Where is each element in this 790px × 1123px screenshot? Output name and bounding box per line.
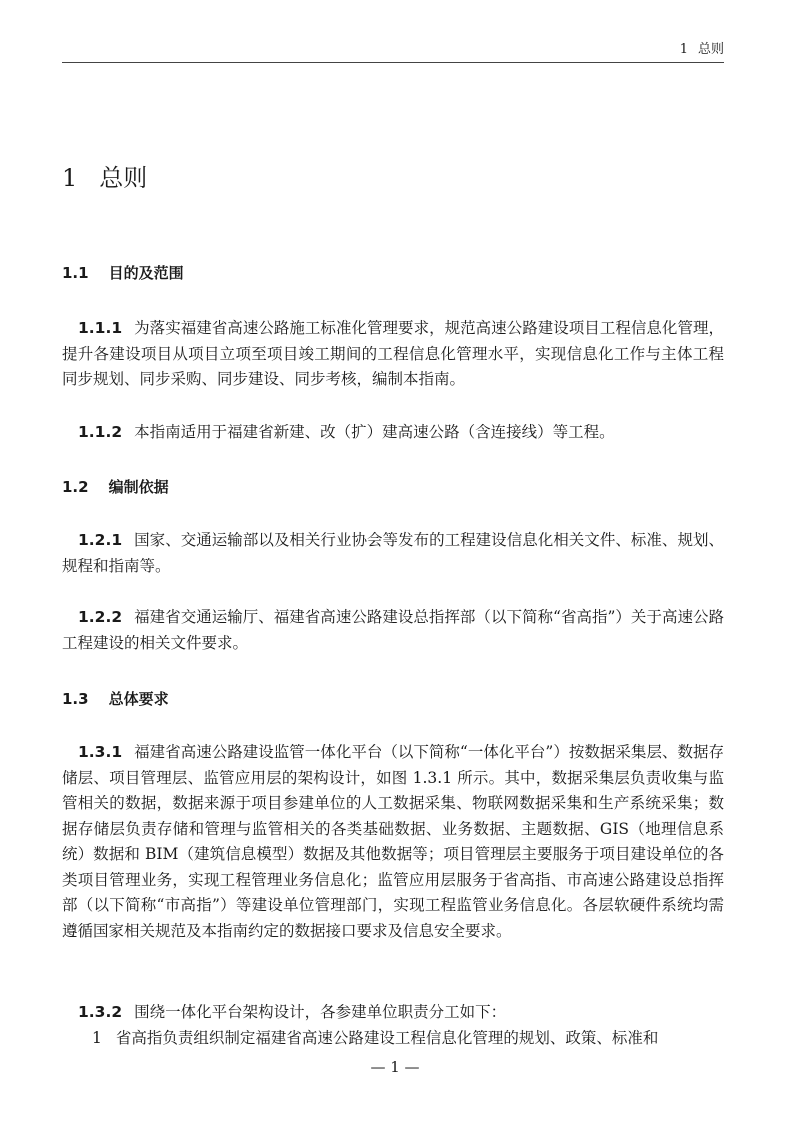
clause-text: 为落实福建省高速公路施工标准化管理要求，规范高速公路建设项目工程信息化管理，提升各建设项目从项目立项至项目竣工期间的工程信息化管理水平，实现信息化工作与主体工程同步规划、同步采购、同步建设、同步考核，编制本指南。 bbox=[62, 319, 724, 388]
clause-text: 国家、交通运输部以及相关行业协会等发布的工程建设信息化相关文件、标准、规划、规程和指南等。 bbox=[62, 531, 724, 575]
clause-text: 福建省高速公路建设监管一体化平台（以下简称“一体化平台”）按数据采集层、数据存储层、项目管理层、监管应用层的架构设计，如图 1.3.1 所示。其中，数据采集层负责收集与监管相关的数据，数据来源于项目参建单位的人工数据采集、物联网数据采集和生产系统采集；数据存储层负责存储和管理与监管相关的各类基础数据、业务数据、主题数据、GIS（地理信息系统）数据和 BIM（建筑信息模型）数据及其他数据等；项目管理层主要服务于项目建设单位的各类项目管理业务，实现工程管理业务信息化；监管应用层服务于省高指、市高速公路建设总指挥部（以下简称“市高指”）等建设单位管理部门，实现工程监管业务信息化。各层软硬件系统均需遵循国家相关规范及本指南约定的数据接口要求及信息安全要求。 bbox=[62, 743, 724, 940]
section-number: 1.3 bbox=[62, 690, 89, 708]
clause-number: 1.3.2 bbox=[78, 1003, 123, 1021]
page-number: — 1 — bbox=[370, 1058, 420, 1076]
running-head bbox=[62, 38, 724, 57]
header-rule bbox=[62, 62, 724, 63]
section-title: 编制依据 bbox=[108, 478, 169, 496]
list-item-text: 省高指负责组织制定福建省高速公路建设工程信息化管理的规划、政策、标准和 bbox=[115, 1029, 659, 1047]
section-heading-1-3 bbox=[62, 688, 169, 709]
clause-number: 1.1.2 bbox=[78, 423, 123, 441]
running-head-title: 总则 bbox=[697, 42, 724, 57]
section-heading-1-2 bbox=[62, 476, 169, 497]
section-title: 目的及范围 bbox=[108, 264, 184, 282]
clause-number: 1.2.1 bbox=[78, 531, 123, 549]
section-heading-1-1 bbox=[62, 262, 184, 283]
clause-1-3-1 bbox=[62, 740, 724, 944]
clause-1-1-1 bbox=[62, 316, 724, 393]
clause-1-2-2 bbox=[62, 605, 724, 656]
clause-1-3-2 bbox=[62, 1000, 724, 1026]
chapter-number: 1 bbox=[62, 164, 78, 192]
section-number: 1.1 bbox=[62, 264, 89, 282]
clause-1-1-2 bbox=[62, 420, 724, 446]
clause-text: 围绕一体化平台架构设计，各参建单位职责分工如下： bbox=[134, 1003, 507, 1021]
clause-text: 本指南适用于福建省新建、改（扩）建高速公路（含连接线）等工程。 bbox=[134, 423, 615, 441]
clause-1-2-1 bbox=[62, 528, 724, 579]
list-item-number: 1 bbox=[92, 1029, 102, 1047]
running-head-number: 1 bbox=[679, 42, 688, 57]
section-title: 总体要求 bbox=[108, 690, 169, 708]
section-number: 1.2 bbox=[62, 478, 89, 496]
chapter-name: 总则 bbox=[99, 164, 148, 192]
list-item-1 bbox=[62, 1026, 724, 1052]
clause-number: 1.3.1 bbox=[78, 743, 123, 761]
clause-number: 1.1.1 bbox=[78, 319, 123, 337]
clause-text: 福建省交通运输厅、福建省高速公路建设总指挥部（以下简称“省高指”）关于高速公路工程建设的相关文件要求。 bbox=[62, 608, 724, 652]
chapter-title bbox=[62, 158, 147, 193]
clause-number: 1.2.2 bbox=[78, 608, 123, 626]
